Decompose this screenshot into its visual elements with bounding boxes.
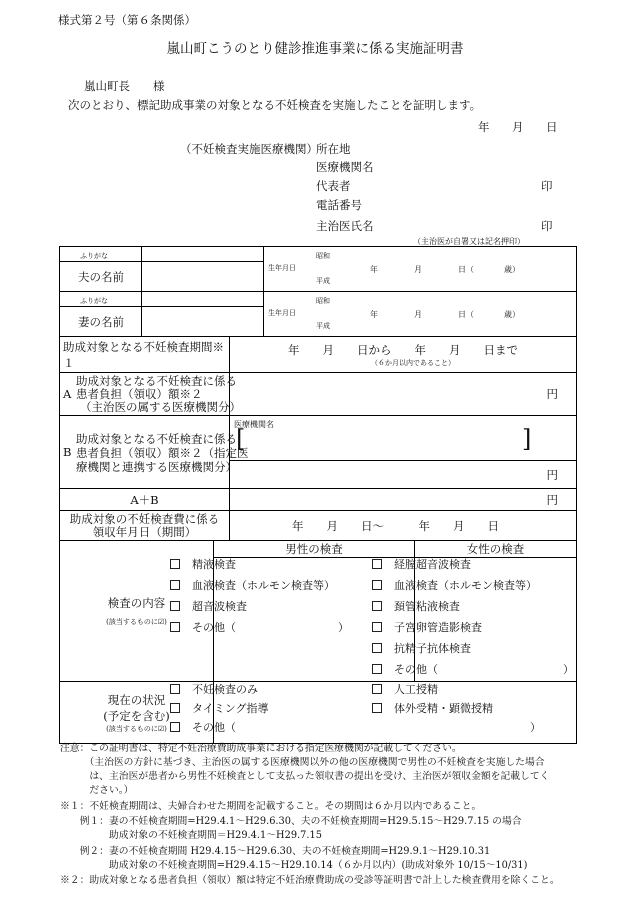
intro-text: 次のとおり、標記助成事業の対象となる不妊検査を実施したことを証明します。	[68, 98, 482, 112]
checkbox[interactable]	[372, 664, 382, 674]
checkbox[interactable]	[170, 703, 180, 713]
husband-birth-cell	[264, 247, 577, 292]
checkbox[interactable]	[170, 722, 180, 732]
checkbox[interactable]	[372, 559, 382, 569]
date-month: 月	[512, 120, 524, 134]
seal-mark-2: 印	[541, 219, 553, 233]
status-option[interactable]	[170, 700, 269, 716]
note-line: ※１：不妊検査期間は、夫婦合わせた期間を記載すること。その期間は６か月以内であること。	[60, 801, 482, 812]
seal-mark-1: 印	[541, 179, 553, 193]
checkbox[interactable]	[170, 601, 180, 611]
status-option[interactable]	[372, 700, 493, 716]
checkbox[interactable]	[372, 601, 382, 611]
status-option[interactable]	[170, 681, 258, 697]
husband-furigana-cell	[60, 247, 142, 262]
option-label: 超音波検査	[192, 600, 247, 613]
husband-name-label: 夫の名前	[60, 262, 142, 292]
note-line: は、主治医が患者から男性不妊検査として支払った領収書の提出を受け、主治医が領収金額を記載してく	[60, 771, 550, 782]
exam-label: 検査の内容	[107, 596, 166, 610]
checkbox[interactable]	[372, 580, 382, 590]
male-exam-option[interactable]	[170, 556, 236, 572]
option-label: 人工授精	[394, 683, 438, 696]
era-showa: 昭和	[316, 297, 330, 305]
status-option[interactable]	[372, 681, 438, 697]
status-hint: (該当するものに☑)	[106, 724, 167, 733]
exam-row	[60, 541, 577, 682]
institution-address: 所在地	[316, 142, 351, 156]
row-a-letter: A	[63, 387, 72, 401]
birth-month: 月	[414, 265, 422, 274]
bracket-open: [	[236, 425, 246, 453]
female-exam-option[interactable]	[372, 640, 471, 656]
institution-name: 医療機関名	[316, 160, 374, 174]
seal-note: （主治医が自署又は記名押印）	[413, 237, 525, 246]
female-exam-option[interactable]	[372, 577, 537, 593]
exam-hint: (該当するものに☑)	[106, 618, 167, 626]
institution-representative: 代表者	[316, 179, 351, 193]
note-line: 例１：妻の不妊検査期間=H29.4.1〜H29.6.30、夫の不妊検査期間=H29.5.15〜H29.7.15 の場合	[60, 816, 522, 827]
period-value-cell[interactable]	[230, 337, 577, 373]
row-a-label-cell	[60, 373, 241, 416]
era-heisei: 平成	[316, 322, 330, 330]
row-a-line3: （主治医の属する医療機関分）	[80, 400, 241, 414]
checkbox[interactable]	[170, 684, 180, 694]
row-a-line1: 助成対象となる不妊検査に係る	[76, 374, 237, 388]
note-line: （主治医の方針に基づき、主治医の属する医療機関以外の他の医療機関で男性の不妊検査を実施した場合	[60, 757, 545, 768]
receipt-value[interactable]: 年 月 日〜 年 月 日	[230, 511, 577, 541]
form-number: 様式第２号（第６条関係）	[58, 13, 196, 27]
male-other-close: ）	[338, 621, 349, 634]
wife-furigana-input[interactable]	[142, 292, 264, 307]
option-label: その他（	[192, 621, 236, 634]
option-label: 血液検査（ホルモン検査等）	[394, 579, 537, 592]
row-b-top	[60, 416, 577, 461]
birth-day: 日（	[458, 310, 474, 319]
certificate-table	[59, 246, 577, 744]
checkbox[interactable]	[170, 559, 180, 569]
receipt-row	[60, 511, 577, 541]
husband-name-input[interactable]	[142, 262, 264, 292]
option-label: タイミング指導	[192, 702, 269, 715]
row-b-line2: 患者負担（領収）額※２（指定医	[76, 446, 249, 460]
checkbox[interactable]	[170, 580, 180, 590]
option-label: 子宮卵管造影検査	[394, 621, 482, 634]
wife-name-label: 妻の名前	[60, 307, 142, 337]
note-line: ※２：助成対象となる患者負担（領収）額は特定不妊治療費助成の受診等証明書で計上した検査費用を除くこと。	[60, 875, 560, 886]
receipt-line2: 領収年月日（期間）	[92, 524, 197, 539]
date-year: 年	[478, 120, 490, 134]
age: 歳）	[504, 310, 520, 319]
row-b-line3: 療機関と連携する医療機関分）	[76, 460, 237, 474]
note-line: 例２：妻の不妊検査期間 H29.4.15〜H29.6.30、夫の不妊検査期間=H29.9.1〜H29.10.31	[60, 846, 491, 857]
note-line: 注意：この証明書は、特定不妊治療費助成事業における指定医療機関が記載してください。	[60, 743, 462, 754]
birth-year: 年	[370, 310, 378, 319]
status-label: 現在の状況	[107, 692, 166, 707]
birth-day: 日（	[458, 265, 474, 274]
yen-label: 円	[546, 387, 559, 401]
female-other-close: ）	[563, 663, 574, 676]
wife-furigana-cell	[60, 292, 142, 307]
checkbox[interactable]	[170, 622, 180, 632]
birth-label: 生年月日	[268, 309, 296, 317]
wife-furigana-row	[60, 292, 577, 307]
birth-year: 年	[370, 265, 378, 274]
status-row	[60, 682, 577, 744]
period-row	[60, 337, 577, 373]
birth-label: 生年月日	[268, 264, 296, 272]
bracket-close: ]	[522, 425, 532, 453]
addressee: 嵐山町長 様	[84, 79, 165, 93]
option-label: その他（	[192, 721, 236, 734]
status-option[interactable]	[170, 719, 236, 735]
note-line: ださい。）	[60, 785, 134, 796]
row-b-institution-label: 医療機関名	[234, 420, 274, 429]
row-a	[60, 373, 577, 416]
option-label: その他（	[394, 663, 438, 676]
row-b-label-cell	[60, 416, 249, 489]
birth-month: 月	[414, 310, 422, 319]
page-title: 嵐山町こうのとり健診推進事業に係る実施証明書	[166, 41, 464, 57]
male-exam-option[interactable]	[170, 577, 335, 593]
yen-label: 円	[546, 492, 559, 507]
option-label: 体外受精・顕微授精	[394, 702, 493, 715]
institution-doctor: 主治医氏名	[316, 219, 374, 233]
date-day: 日	[546, 120, 558, 134]
female-exam-option[interactable]	[372, 556, 471, 572]
period-value: 年 月 日から 年 月 日まで	[288, 342, 518, 357]
period-note: （６か月以内であること）	[371, 358, 455, 367]
row-b-institution-cell[interactable]	[230, 416, 577, 461]
era-heisei: 平成	[316, 277, 330, 285]
note-line: 助成対象の不妊検査期間＝H29.4.1〜H29.7.15	[60, 830, 322, 841]
female-exam-option[interactable]	[372, 598, 460, 614]
husband-furigana-row	[60, 247, 577, 262]
receipt-line1: 助成対象の不妊検査費に係る	[69, 511, 220, 526]
sum-row	[60, 489, 577, 511]
yen-label: 円	[546, 467, 559, 482]
option-label: 頚管粘液検査	[394, 600, 460, 613]
row-a-line2: 患者負担（領収）額※２	[76, 387, 203, 401]
checkbox[interactable]	[372, 703, 382, 713]
institution-label: （不妊検査実施医療機関）	[180, 142, 318, 156]
female-exam-option[interactable]	[372, 619, 482, 635]
furigana-label: ふりがな	[80, 252, 108, 260]
receipt-label-cell	[60, 511, 230, 541]
age: 歳）	[504, 265, 520, 274]
wife-name-input[interactable]	[142, 307, 264, 337]
option-label: 不妊検査のみ	[192, 683, 258, 696]
sum-label: A＋B	[60, 489, 230, 511]
male-exam-header: 男性の検査	[214, 541, 414, 558]
husband-furigana-input[interactable]	[142, 247, 264, 262]
option-label: 血液検査（ホルモン検査等）	[192, 579, 335, 592]
female-exam-header: 女性の検査	[415, 541, 576, 558]
male-exam-option[interactable]	[170, 598, 247, 614]
option-label: 抗精子抗体検査	[394, 642, 471, 655]
option-label: 精液検査	[192, 558, 236, 571]
checkbox[interactable]	[372, 622, 382, 632]
period-label: 助成対象となる不妊検査期間※１	[60, 337, 230, 373]
furigana-label: ふりがな	[80, 297, 108, 305]
sum-amount[interactable]	[230, 489, 577, 511]
row-b-amount[interactable]	[230, 461, 577, 489]
male-exam-option[interactable]	[170, 619, 236, 635]
option-label: 経膣超音波検査	[394, 558, 471, 571]
status-sublabel: (予定を含む)	[103, 708, 170, 723]
era-showa: 昭和	[316, 252, 330, 260]
row-b-letter: B	[63, 445, 72, 459]
row-b-line1: 助成対象となる不妊検査に係る	[76, 432, 237, 446]
wife-birth-cell	[264, 292, 577, 337]
institution-phone: 電話番号	[316, 198, 362, 212]
status-other-close: ）	[530, 721, 541, 734]
checkbox[interactable]	[372, 643, 382, 653]
checkbox[interactable]	[372, 684, 382, 694]
female-exam-option[interactable]	[372, 661, 438, 677]
note-line: 助成対象の不妊検査期間=H29.4.15〜H29.10.14（６か月以内）(助成対象外 10/15〜10/31)	[60, 860, 528, 871]
row-a-amount[interactable]	[230, 373, 577, 416]
